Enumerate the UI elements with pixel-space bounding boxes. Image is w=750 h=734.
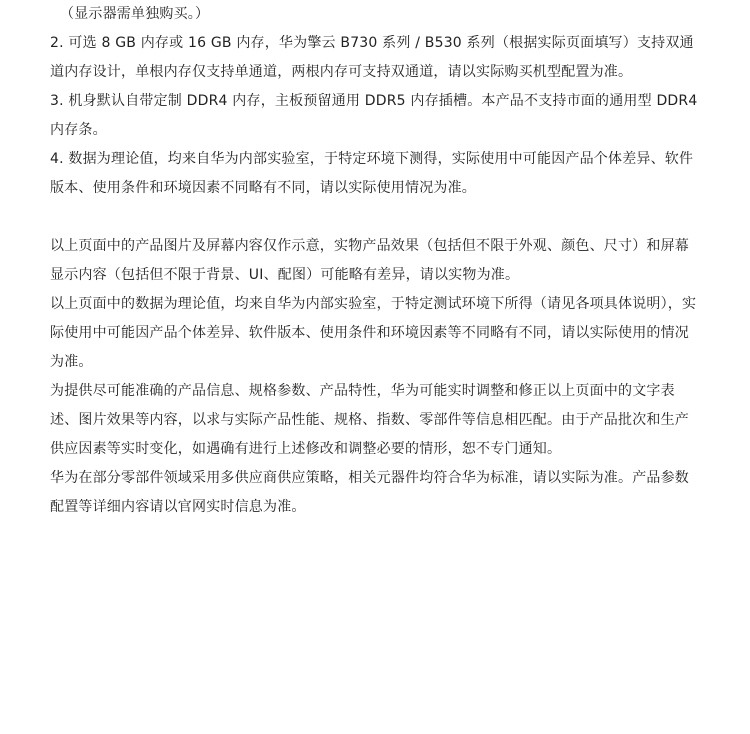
footnote-item-2: 2. 可选 8 GB 内存或 16 GB 内存，华为擎云 B730 系列 / B530 系列（根据实际页面填写）支持双通道内存设计，单根内存仅支持单通道，两根内存可支持双通道，请以实际购买机型配置为准。 bbox=[50, 35, 694, 80]
disclaimer-section bbox=[50, 232, 700, 522]
footnote-item-3: 3. 机身默认自带定制 DDR4 内存，主板预留通用 DDR5 内存插槽。本产品不支持市面的通用型 DDR4 内存条。 bbox=[50, 93, 698, 138]
footnote-item-1-tail: （显示器需单独购买。） bbox=[60, 6, 210, 22]
disclaimer-multi-supplier: 华为在部分零部件领域采用多供应商供应策略，相关元器件均符合华为标准，请以实际为准。产品参数配置等详细内容请以官网实时信息为准。 bbox=[50, 470, 689, 515]
disclaimer-theoretical-data: 以上页面中的数据为理论值，均来自华为内部实验室，于特定测试环境下所得（请见各项具体说明），实际使用中可能因产品个体差异、软件版本、使用条件和环境因素等不同略有不同，请以实际使用的情况为准。 bbox=[50, 296, 697, 370]
footnote-item-4: 4. 数据为理论值，均来自华为内部实验室，于特定环境下测得，实际使用中可能因产品个体差异、软件版本、使用条件和环境因素不同略有不同，请以实际使用情况为准。 bbox=[50, 151, 694, 196]
disclaimer-content-adjustment: 为提供尽可能准确的产品信息、规格参数、产品特性，华为可能实时调整和修正以上页面中的文字表述、图片效果等内容，以求与实际产品性能、规格、指数、零部件等信息相匹配。由于产品批次和生产供应因素等实时变化，如遇确有进行上述修改和调整必要的情形，恕不专门通知。 bbox=[50, 383, 689, 457]
section-gap bbox=[50, 203, 700, 232]
footnotes-section bbox=[50, 0, 700, 203]
disclaimer-image-display: 以上页面中的产品图片及屏幕内容仅作示意，实物产品效果（包括但不限于外观、颜色、尺寸）和屏幕显示内容（包括但不限于背景、UI、配图）可能略有差异，请以实物为准。 bbox=[50, 238, 689, 283]
